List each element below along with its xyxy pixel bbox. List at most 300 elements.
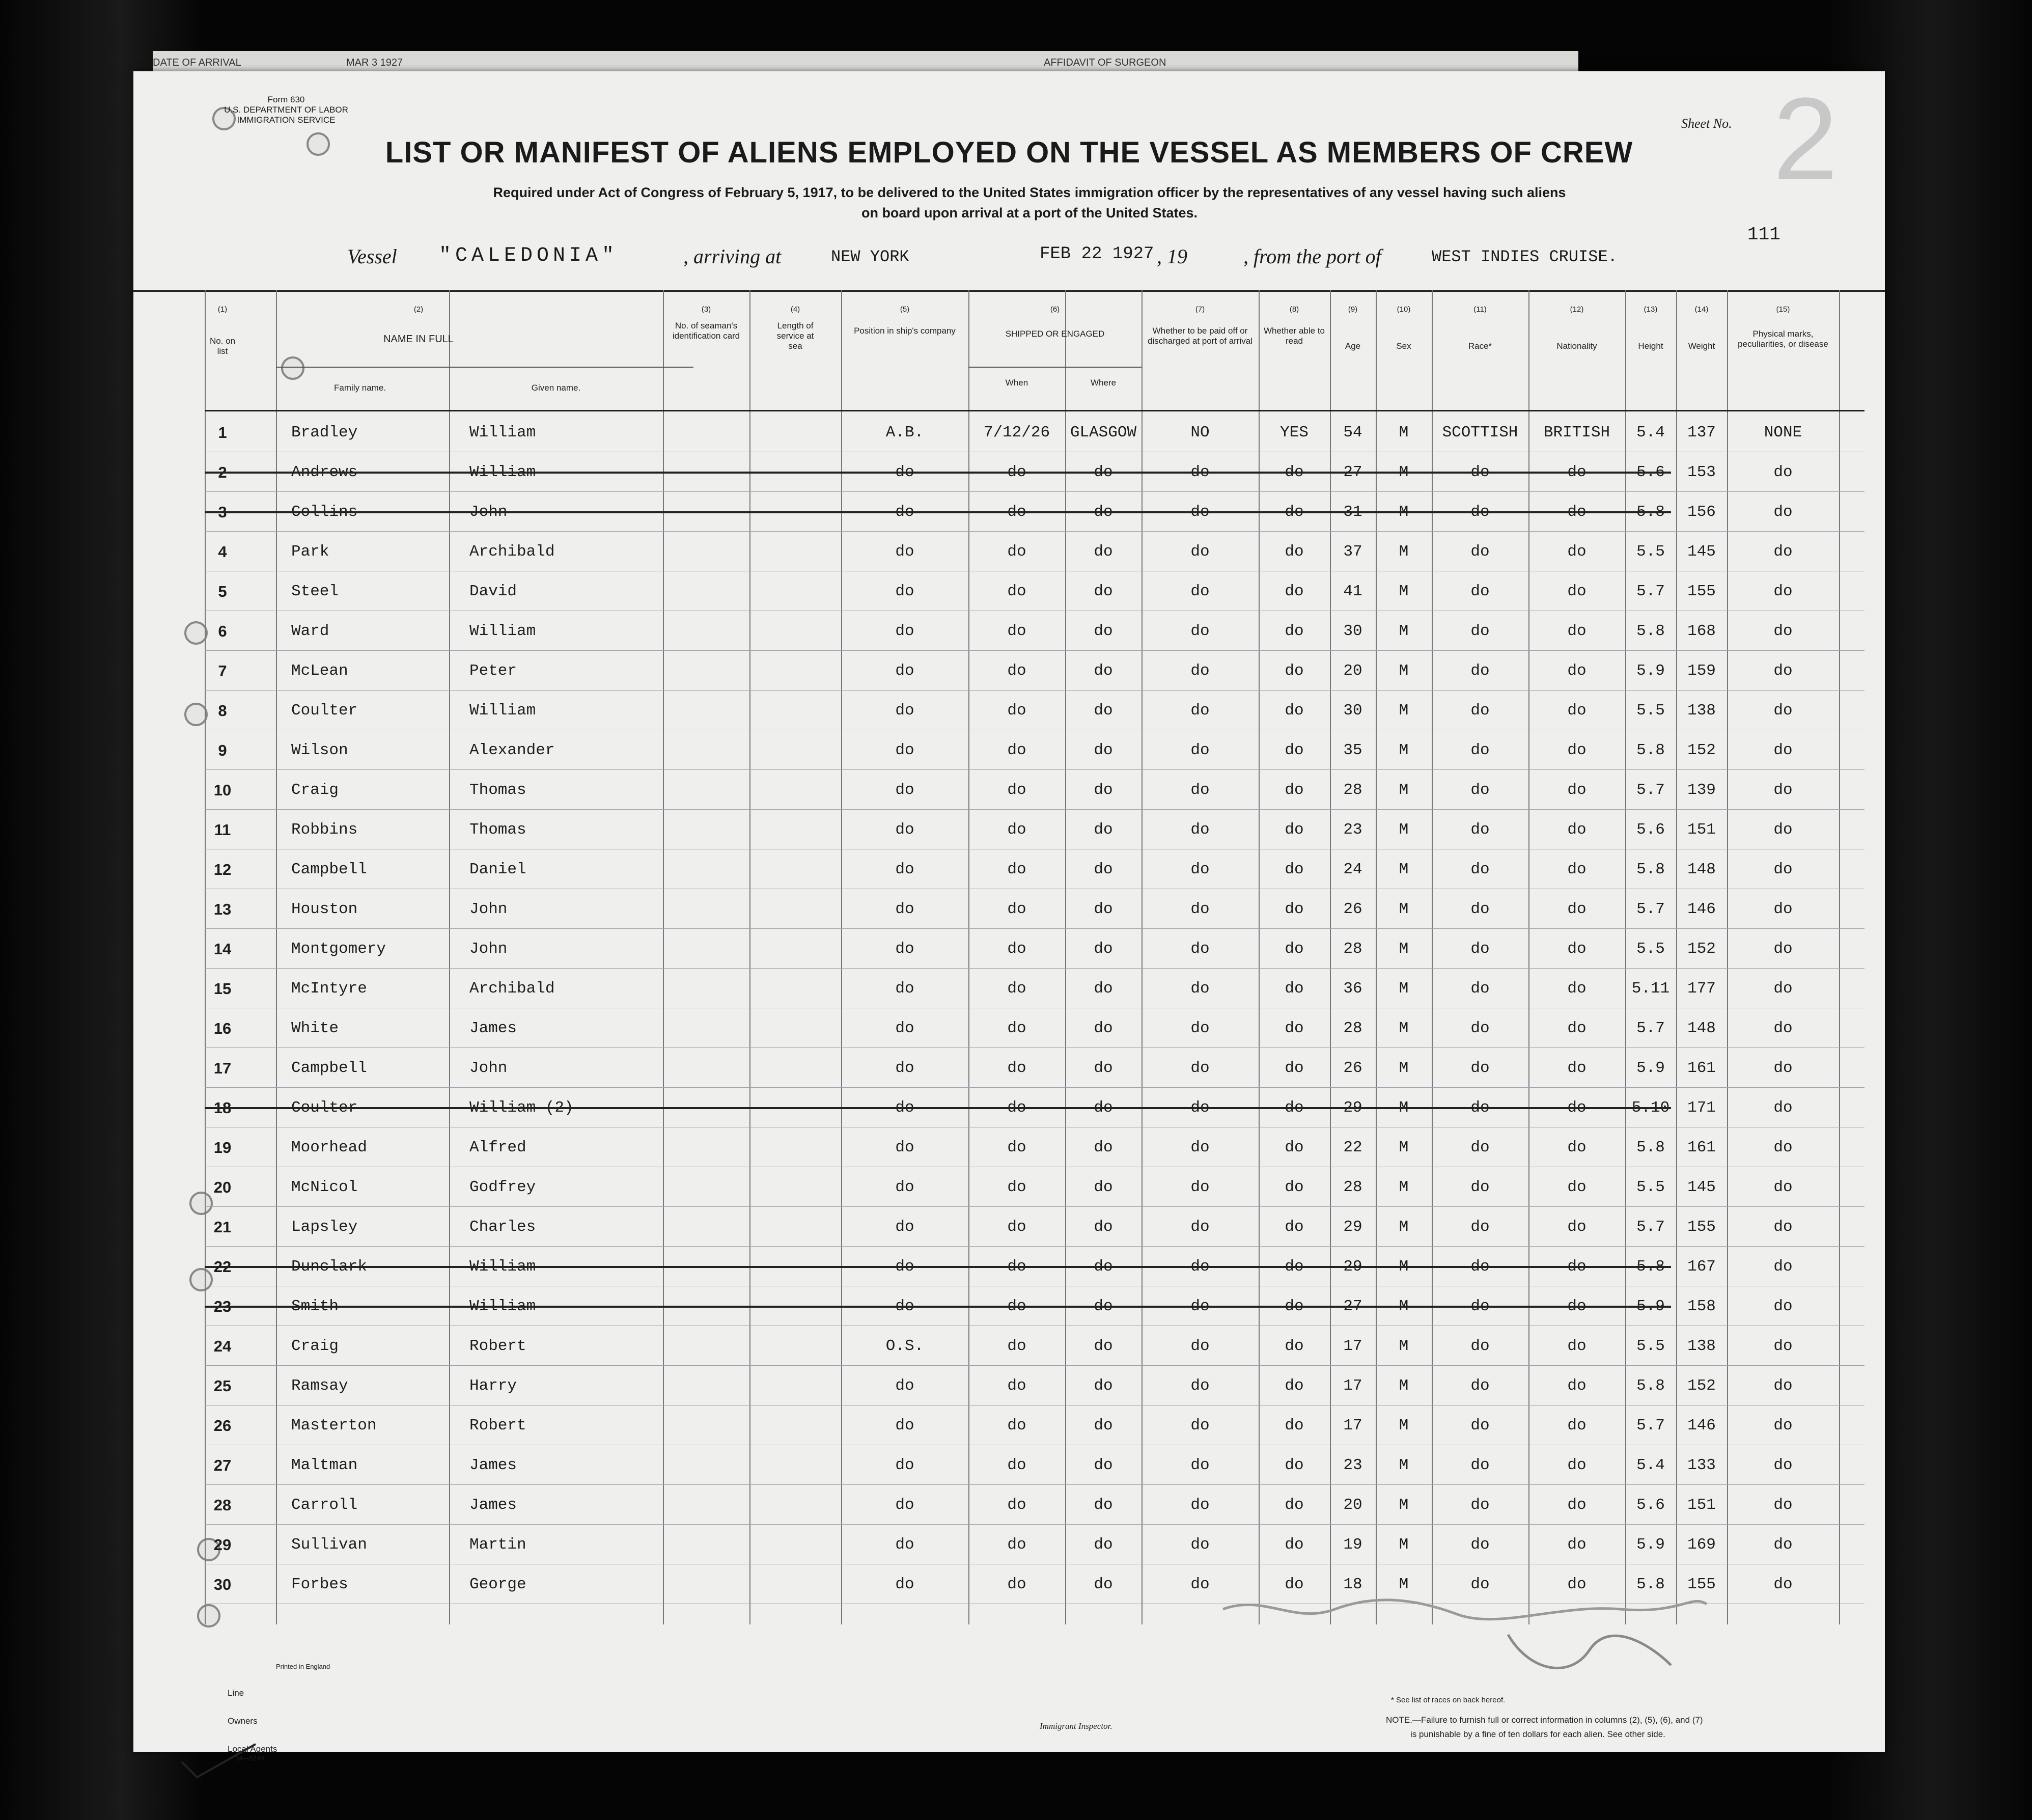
family-name-cell: Robbins (291, 821, 358, 839)
row-number-cell: 6 (218, 622, 227, 640)
able-to-read-cell: do (1285, 1218, 1304, 1236)
col-13-number: (13) (1644, 305, 1658, 314)
col-8-header: Whether able to read (1263, 326, 1325, 346)
weight-cell: 145 (1687, 543, 1716, 561)
age-cell: 54 (1343, 424, 1362, 442)
height-cell: 5.9 (1636, 1298, 1665, 1315)
row-number-cell: 15 (213, 980, 232, 998)
tab-affidavit-label: AFFIDAVIT OF SURGEON (1044, 57, 1166, 68)
shipped-when-cell: do (1007, 702, 1026, 720)
physical-marks-cell: do (1773, 1417, 1793, 1435)
nationality-cell: do (1567, 1337, 1586, 1355)
family-name-cell: Campbell (291, 1059, 367, 1077)
age-cell: 18 (1343, 1576, 1362, 1593)
row-number-cell: 12 (213, 861, 232, 878)
shipped-where-cell: do (1094, 543, 1113, 561)
given-name-cell: Alfred (469, 1139, 526, 1156)
strikethrough-line (205, 472, 1671, 474)
shipped-when-cell: do (1007, 1218, 1026, 1236)
height-cell: 5.5 (1636, 702, 1665, 720)
height-cell: 5.11 (1631, 980, 1670, 998)
age-cell: 27 (1343, 1298, 1362, 1315)
shipped-where-cell: do (1094, 1456, 1113, 1474)
nationality-cell: do (1567, 821, 1586, 839)
race-cell: do (1470, 1178, 1490, 1196)
col-2-header: NAME IN FULL (383, 334, 454, 345)
weight-cell: 177 (1687, 980, 1716, 998)
position-cell: do (895, 662, 914, 680)
sex-cell: M (1399, 1099, 1409, 1117)
paid-off-cell: do (1190, 1258, 1210, 1276)
col-10-header: Sex (1396, 341, 1411, 351)
weight-cell: 155 (1687, 583, 1716, 600)
paid-off-cell: do (1190, 463, 1210, 481)
shipped-when-cell: do (1007, 861, 1026, 878)
nationality-cell: do (1567, 1258, 1586, 1276)
shipped-where-cell: do (1094, 781, 1113, 799)
race-cell: do (1470, 1377, 1490, 1395)
paid-off-cell: do (1190, 980, 1210, 998)
weight-cell: 146 (1687, 1417, 1716, 1435)
sex-cell: M (1399, 1258, 1409, 1276)
physical-marks-cell: do (1773, 1178, 1793, 1196)
physical-marks-cell: do (1773, 741, 1793, 759)
shipped-when-cell: do (1007, 1337, 1026, 1355)
paid-off-cell: do (1190, 781, 1210, 799)
height-cell: 5.6 (1636, 821, 1665, 839)
physical-marks-cell: do (1773, 1258, 1793, 1276)
position-cell: do (895, 1258, 914, 1276)
nationality-cell: do (1567, 1139, 1586, 1156)
tab-date-label: DATE OF ARRIVAL (153, 57, 241, 68)
col-14-header: Weight (1688, 341, 1715, 351)
family-name-cell: Craig (291, 781, 339, 799)
row-number-cell: 11 (214, 821, 231, 839)
age-cell: 26 (1343, 1059, 1362, 1077)
paid-off-cell: do (1190, 861, 1210, 878)
age-cell: 37 (1343, 543, 1362, 561)
given-name-cell: John (469, 940, 508, 958)
table-row (133, 1127, 1885, 1167)
weight-cell: 146 (1687, 900, 1716, 918)
family-name-cell: Forbes (291, 1576, 348, 1593)
race-cell: do (1470, 1496, 1490, 1514)
row-number-cell: 26 (213, 1417, 232, 1435)
able-to-read-cell: do (1285, 463, 1304, 481)
given-name-cell: James (469, 1496, 517, 1514)
position-cell: do (895, 861, 914, 878)
height-cell: 5.9 (1636, 1536, 1665, 1554)
shipped-when-cell: do (1007, 463, 1026, 481)
race-cell: do (1470, 741, 1490, 759)
binder-hole (197, 1604, 220, 1628)
shipped-when-cell: do (1007, 1456, 1026, 1474)
sex-cell: M (1399, 1139, 1409, 1156)
age-cell: 41 (1343, 583, 1362, 600)
sex-cell: M (1399, 861, 1409, 878)
able-to-read-cell: do (1285, 1536, 1304, 1554)
position-cell: do (895, 741, 914, 759)
family-name-cell: Montgomery (291, 940, 386, 958)
sex-cell: M (1399, 741, 1409, 759)
paid-off-cell: do (1190, 1576, 1210, 1593)
when-header: When (1005, 378, 1028, 388)
nationality-cell: do (1567, 781, 1586, 799)
age-cell: 19 (1343, 1536, 1362, 1554)
position-cell: A.B. (885, 424, 924, 442)
list-number: 111 (1747, 224, 1780, 245)
shipped-when-cell: do (1007, 1139, 1026, 1156)
nationality-cell: do (1567, 543, 1586, 561)
family-name-cell: Park (291, 543, 329, 561)
shipped-when-cell: do (1007, 1496, 1026, 1514)
table-row (133, 412, 1885, 452)
shipped-where-cell: do (1094, 662, 1113, 680)
col-11-number: (11) (1473, 305, 1487, 314)
nationality-cell: do (1567, 1218, 1586, 1236)
tab-date: MAR 3 1927 (346, 57, 403, 68)
race-cell: do (1470, 543, 1490, 561)
row-number-cell: 28 (213, 1496, 232, 1514)
physical-marks-cell: NONE (1764, 424, 1802, 442)
department-label: U.S. DEPARTMENT OF LABOR (224, 105, 348, 115)
height-cell: 5.7 (1636, 1417, 1665, 1435)
given-name-cell: William (469, 1258, 536, 1276)
nationality-cell: do (1567, 1417, 1586, 1435)
paid-off-cell: do (1190, 702, 1210, 720)
paid-off-cell: do (1190, 1456, 1210, 1474)
shipped-where-cell: do (1094, 821, 1113, 839)
height-cell: 5.6 (1636, 1496, 1665, 1514)
shipped-where-cell: do (1094, 1139, 1113, 1156)
family-name-cell: Bradley (291, 424, 358, 442)
sex-cell: M (1399, 900, 1409, 918)
row-number-cell: 10 (213, 781, 232, 799)
col-14-number: (14) (1694, 305, 1709, 314)
physical-marks-cell: do (1773, 622, 1793, 640)
table-row (133, 849, 1885, 889)
shipped-where-cell: do (1094, 980, 1113, 998)
arriving-label: , arriving at (683, 245, 782, 268)
height-cell: 5.5 (1636, 1178, 1665, 1196)
weight-cell: 145 (1687, 1178, 1716, 1196)
height-cell: 5.5 (1636, 1337, 1665, 1355)
physical-marks-cell: do (1773, 821, 1793, 839)
table-row (133, 1008, 1885, 1048)
race-cell: do (1470, 1059, 1490, 1077)
physical-marks-cell: do (1773, 702, 1793, 720)
age-cell: 31 (1343, 503, 1362, 521)
physical-marks-cell: do (1773, 1139, 1793, 1156)
family-name-cell: Smith (291, 1298, 339, 1315)
able-to-read-cell: do (1285, 1178, 1304, 1196)
paid-off-cell: do (1190, 622, 1210, 640)
height-cell: 5.6 (1636, 463, 1665, 481)
race-cell: do (1470, 463, 1490, 481)
races-note: * See list of races on back hereof. (1391, 1696, 1506, 1704)
weight-cell: 151 (1687, 821, 1716, 839)
row-number-cell: 24 (213, 1337, 232, 1355)
family-name-cell: Coulter (291, 702, 358, 720)
check-mark (179, 1742, 261, 1782)
paid-off-cell: do (1190, 543, 1210, 561)
paid-off-cell: do (1190, 1337, 1210, 1355)
position-cell: do (895, 1377, 914, 1395)
sex-cell: M (1399, 1456, 1409, 1474)
given-name-cell: Archibald (469, 980, 555, 998)
height-cell: 5.8 (1636, 1377, 1665, 1395)
weight-cell: 171 (1687, 1099, 1716, 1117)
physical-marks-cell: do (1773, 503, 1793, 521)
sex-cell: M (1399, 1576, 1409, 1593)
position-cell: do (895, 821, 914, 839)
table-row (133, 611, 1885, 651)
weight-cell: 167 (1687, 1258, 1716, 1276)
nationality-cell: do (1567, 1496, 1586, 1514)
given-name-cell: William (469, 424, 536, 442)
able-to-read-cell: do (1285, 622, 1304, 640)
row-number-cell: 30 (213, 1576, 232, 1593)
table-row (133, 571, 1885, 611)
age-cell: 28 (1343, 940, 1362, 958)
family-name-cell: Lapsley (291, 1218, 358, 1236)
sex-cell: M (1399, 424, 1409, 442)
able-to-read-cell: do (1285, 1576, 1304, 1593)
from-port-label: , from the port of (1243, 245, 1381, 268)
family-name-header: Family name. (333, 383, 386, 393)
family-name-cell: Campbell (291, 861, 367, 878)
row-number-cell: 4 (218, 543, 227, 561)
sex-cell: M (1399, 1377, 1409, 1395)
position-cell: do (895, 1139, 914, 1156)
name-header-rule (276, 367, 693, 368)
position-cell: do (895, 1218, 914, 1236)
col-3-header: No. of seaman's identification card (672, 321, 740, 341)
table-row (133, 532, 1885, 571)
shipped-header-rule (968, 367, 1142, 368)
weight-cell: 138 (1687, 702, 1716, 720)
age-cell: 29 (1343, 1218, 1362, 1236)
able-to-read-cell: do (1285, 1019, 1304, 1037)
sex-cell: M (1399, 1417, 1409, 1435)
height-cell: 5.7 (1636, 900, 1665, 918)
sex-cell: M (1399, 1536, 1409, 1554)
given-name-cell: George (469, 1576, 526, 1593)
race-cell: do (1470, 1417, 1490, 1435)
row-number-cell: 22 (213, 1258, 232, 1276)
from-port: WEST INDIES CRUISE. (1432, 247, 1618, 266)
race-cell: do (1470, 503, 1490, 521)
shipped-where-cell: do (1094, 1337, 1113, 1355)
able-to-read-cell: do (1285, 861, 1304, 878)
sex-cell: M (1399, 1298, 1409, 1315)
strikethrough-line (205, 1306, 1671, 1308)
family-name-cell: Sullivan (291, 1536, 367, 1554)
able-to-read-cell: do (1285, 1139, 1304, 1156)
position-cell: do (895, 463, 914, 481)
able-to-read-cell: do (1285, 1496, 1304, 1514)
inspector-signature (1203, 1589, 1712, 1691)
able-to-read-cell: do (1285, 1059, 1304, 1077)
shipped-when-cell: do (1007, 1258, 1026, 1276)
arrival-date: FEB 22 1927 (1040, 244, 1154, 264)
table-row (133, 1326, 1885, 1366)
binder-hole (281, 356, 304, 380)
table-row (133, 1167, 1885, 1207)
age-cell: 23 (1343, 821, 1362, 839)
position-cell: do (895, 1496, 914, 1514)
position-cell: do (895, 940, 914, 958)
shipped-where-cell: do (1094, 1099, 1113, 1117)
physical-marks-cell: do (1773, 1059, 1793, 1077)
col-7-header: Whether to be paid off or discharged at port of arrival (1148, 326, 1252, 346)
height-cell: 5.8 (1636, 741, 1665, 759)
printed-in-label: Printed in England (276, 1663, 330, 1670)
family-name-cell: Carroll (291, 1496, 358, 1514)
shipped-where-cell: do (1094, 1178, 1113, 1196)
col-6-number: (6) (1050, 305, 1060, 314)
nationality-cell: do (1567, 702, 1586, 720)
shipped-when-cell: do (1007, 1536, 1026, 1554)
row-number-cell: 9 (218, 741, 227, 759)
age-cell: 30 (1343, 622, 1362, 640)
weight-cell: 138 (1687, 1337, 1716, 1355)
weight-cell: 153 (1687, 463, 1716, 481)
table-row (133, 691, 1885, 730)
race-cell: do (1470, 622, 1490, 640)
physical-marks-cell: do (1773, 1218, 1793, 1236)
row-number-cell: 14 (213, 940, 232, 958)
race-cell: SCOTTISH (1442, 424, 1518, 442)
nationality-cell: do (1567, 861, 1586, 878)
age-cell: 26 (1343, 900, 1362, 918)
sex-cell: M (1399, 503, 1409, 521)
table-row (133, 651, 1885, 691)
physical-marks-cell: do (1773, 861, 1793, 878)
able-to-read-cell: do (1285, 1417, 1304, 1435)
able-to-read-cell: do (1285, 702, 1304, 720)
family-name-cell: Ramsay (291, 1377, 348, 1395)
position-cell: do (895, 1019, 914, 1037)
given-name-cell: Peter (469, 662, 517, 680)
height-cell: 5.7 (1636, 1218, 1665, 1236)
weight-cell: 161 (1687, 1139, 1716, 1156)
age-cell: 28 (1343, 781, 1362, 799)
shipped-where-cell: do (1094, 741, 1113, 759)
nationality-cell: do (1567, 622, 1586, 640)
able-to-read-cell: do (1285, 741, 1304, 759)
col-4-number: (4) (790, 305, 800, 314)
row-number-cell: 23 (213, 1298, 232, 1315)
shipped-where-cell: do (1094, 1218, 1113, 1236)
row-number-cell: 25 (213, 1377, 232, 1395)
able-to-read-cell: do (1285, 1377, 1304, 1395)
shipped-where-cell: do (1094, 583, 1113, 600)
given-name-cell: Charles (469, 1218, 536, 1236)
position-cell: do (895, 1536, 914, 1554)
row-number-cell: 7 (218, 662, 227, 680)
shipped-where-cell: do (1094, 702, 1113, 720)
nationality-cell: do (1567, 1377, 1586, 1395)
height-cell: 5.5 (1636, 940, 1665, 958)
family-name-cell: Masterton (291, 1417, 377, 1435)
nationality-cell: do (1567, 503, 1586, 521)
able-to-read-cell: do (1285, 940, 1304, 958)
row-number-cell: 1 (218, 424, 227, 442)
age-cell: 30 (1343, 702, 1362, 720)
shipped-where-cell: do (1094, 1059, 1113, 1077)
row-number-cell: 2 (218, 463, 227, 481)
race-cell: do (1470, 940, 1490, 958)
height-cell: 5.7 (1636, 583, 1665, 600)
line-label: Line (228, 1688, 244, 1698)
able-to-read-cell: do (1285, 980, 1304, 998)
position-cell: do (895, 1417, 914, 1435)
family-name-cell: White (291, 1019, 339, 1037)
weight-cell: 158 (1687, 1298, 1716, 1315)
col-15-number: (15) (1776, 305, 1790, 314)
paid-off-cell: do (1190, 1178, 1210, 1196)
given-name-cell: Martin (469, 1536, 526, 1554)
shipped-where-cell: do (1094, 1496, 1113, 1514)
age-cell: 20 (1343, 1496, 1362, 1514)
position-cell: do (895, 900, 914, 918)
row-number-cell: 8 (218, 702, 227, 720)
physical-marks-cell: do (1773, 662, 1793, 680)
shipped-where-cell: do (1094, 1258, 1113, 1276)
vessel-label: Vessel (347, 245, 397, 268)
paid-off-cell: do (1190, 900, 1210, 918)
inspector-label: Immigrant Inspector. (1040, 1721, 1112, 1731)
header-bottom-rule (205, 410, 1864, 411)
shipped-when-cell: do (1007, 662, 1026, 680)
able-to-read-cell: do (1285, 1337, 1304, 1355)
manifest-sheet (133, 71, 1885, 1762)
position-cell: do (895, 1298, 914, 1315)
able-to-read-cell: do (1285, 662, 1304, 680)
col-8-number: (8) (1289, 305, 1299, 314)
sex-cell: M (1399, 463, 1409, 481)
col-15-header: Physical marks, peculiarities, or disease (1738, 329, 1828, 349)
family-name-cell: Houston (291, 900, 358, 918)
shipped-when-cell: do (1007, 1019, 1026, 1037)
nationality-cell: do (1567, 1456, 1586, 1474)
table-row (133, 1088, 1885, 1127)
weight-cell: 148 (1687, 1019, 1716, 1037)
physical-marks-cell: do (1773, 463, 1793, 481)
table-row (133, 1525, 1885, 1564)
shipped-when-cell: do (1007, 1178, 1026, 1196)
given-name-cell: William (469, 463, 536, 481)
weight-cell: 161 (1687, 1059, 1716, 1077)
given-name-cell: William (469, 702, 536, 720)
weight-cell: 155 (1687, 1576, 1716, 1593)
shipped-where-cell: do (1094, 1019, 1113, 1037)
age-cell: 27 (1343, 463, 1362, 481)
age-cell: 24 (1343, 861, 1362, 878)
paid-off-cell: do (1190, 1218, 1210, 1236)
row-number-cell: 27 (213, 1456, 232, 1474)
vessel-name: "CALEDONIA" (439, 244, 619, 267)
physical-marks-cell: do (1773, 781, 1793, 799)
weight-cell: 152 (1687, 741, 1716, 759)
given-name-cell: Thomas (469, 821, 526, 839)
height-cell: 5.8 (1636, 861, 1665, 878)
paid-off-cell: do (1190, 821, 1210, 839)
shipped-when-cell: do (1007, 940, 1026, 958)
nationality-cell: do (1567, 741, 1586, 759)
table-row (133, 770, 1885, 810)
